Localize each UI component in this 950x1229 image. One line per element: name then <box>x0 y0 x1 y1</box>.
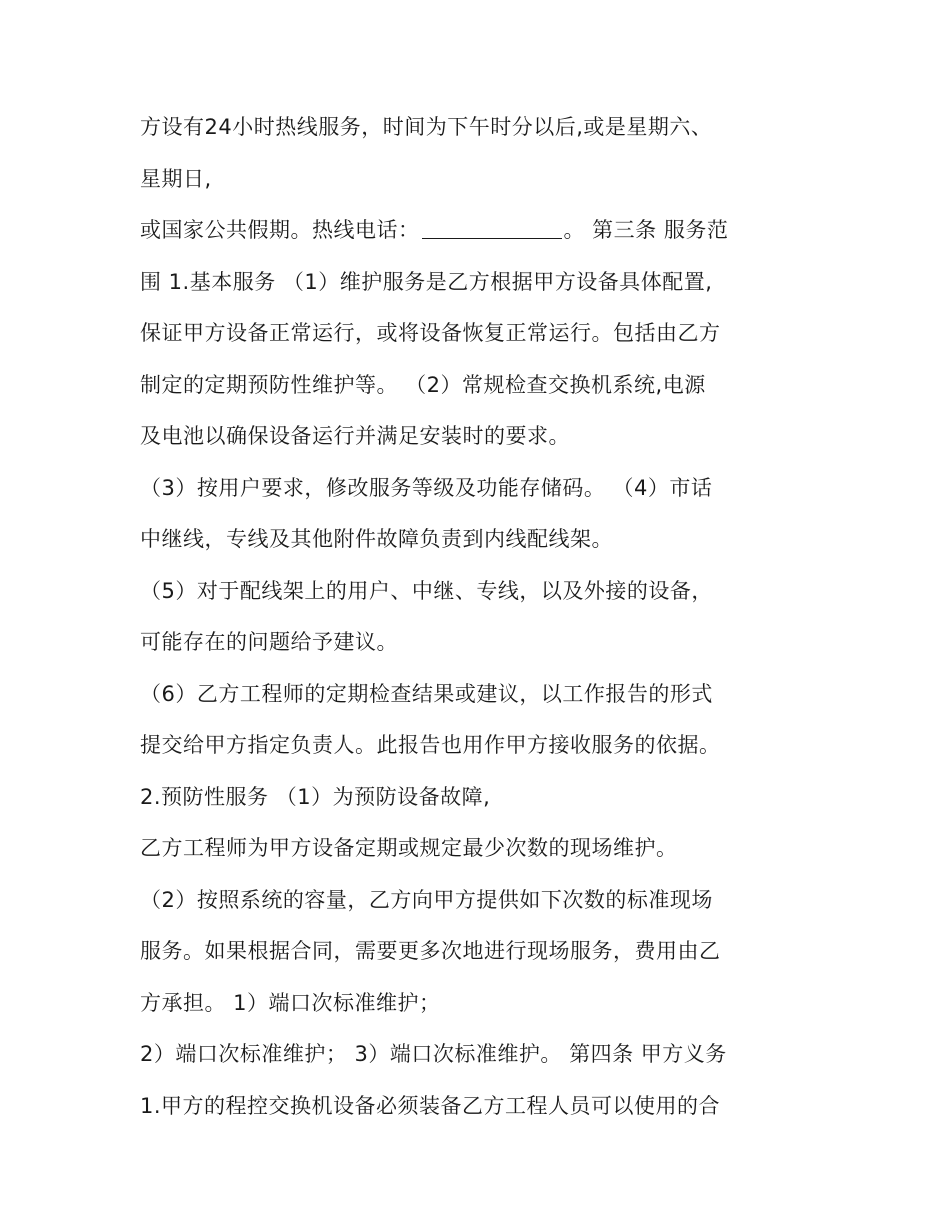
section-three-heading: 。 第三条 服务范 <box>563 218 729 242</box>
text-line-11: 可能存在的问题给予建议。 <box>140 630 398 654</box>
text-line-9: 中继线，专线及其他附件故障负责到内线配线架。 <box>140 527 613 551</box>
text-line-8: （3）按用户要求，修改服务等级及功能存储码。 （4）市话 <box>140 475 713 500</box>
text-line-13: 提交给甲方指定负责人。此报告也用作甲方接收服务的依据。 <box>140 733 721 757</box>
text-line-7: 及电池以确保设备运行并满足安装时的要求。 <box>140 424 570 448</box>
hotline-blank <box>422 238 562 239</box>
text-line-5: 保证甲方设备正常运行，或将设备恢复正常运行。包括由乙方 <box>140 321 721 345</box>
text-line-10: （5）对于配线架上的用户、中继、专线，以及外接的设备， <box>140 578 713 603</box>
text-line-15: 乙方工程师为甲方设备定期或规定最少次数的现场维护。 <box>140 836 678 860</box>
text-line-2: 星期日, <box>140 166 212 191</box>
text-line-16: （2）按照系统的容量，乙方向甲方提供如下次数的标准现场 <box>140 887 713 912</box>
text-line-19: 2）端口次标准维护； 3）端口次标准维护。 第四条 甲方义务 <box>140 1042 727 1066</box>
text-line-1: 方设有24小时热线服务，时间为下午时分以后,或是星期六、 <box>140 115 713 139</box>
hotline-label: 或国家公共假期。热线电话： <box>140 218 420 242</box>
text-line-18: 方承担。 1）端口次标准维护； <box>140 990 441 1015</box>
text-line-3 <box>140 205 820 257</box>
text-line-12: （6）乙方工程师的定期检查结果或建议，以工作报告的形式 <box>140 681 713 706</box>
text-line-20: 1.甲方的程控交换机设备必须装备乙方工程人员可以使用的合 <box>140 1093 721 1118</box>
text-line-6: 制定的定期预防性维护等。 （2）常规检查交换机系统,电源 <box>140 372 706 397</box>
contract-body <box>140 102 820 1132</box>
text-line-14: 2.预防性服务 （1）为预防设备故障, <box>140 784 491 809</box>
text-line-4: 围 1.基本服务 （1）维护服务是乙方根据甲方设备具体配置, <box>140 269 713 294</box>
text-line-17: 服务。如果根据合同，需要更多次地进行现场服务，费用由乙 <box>140 939 721 963</box>
